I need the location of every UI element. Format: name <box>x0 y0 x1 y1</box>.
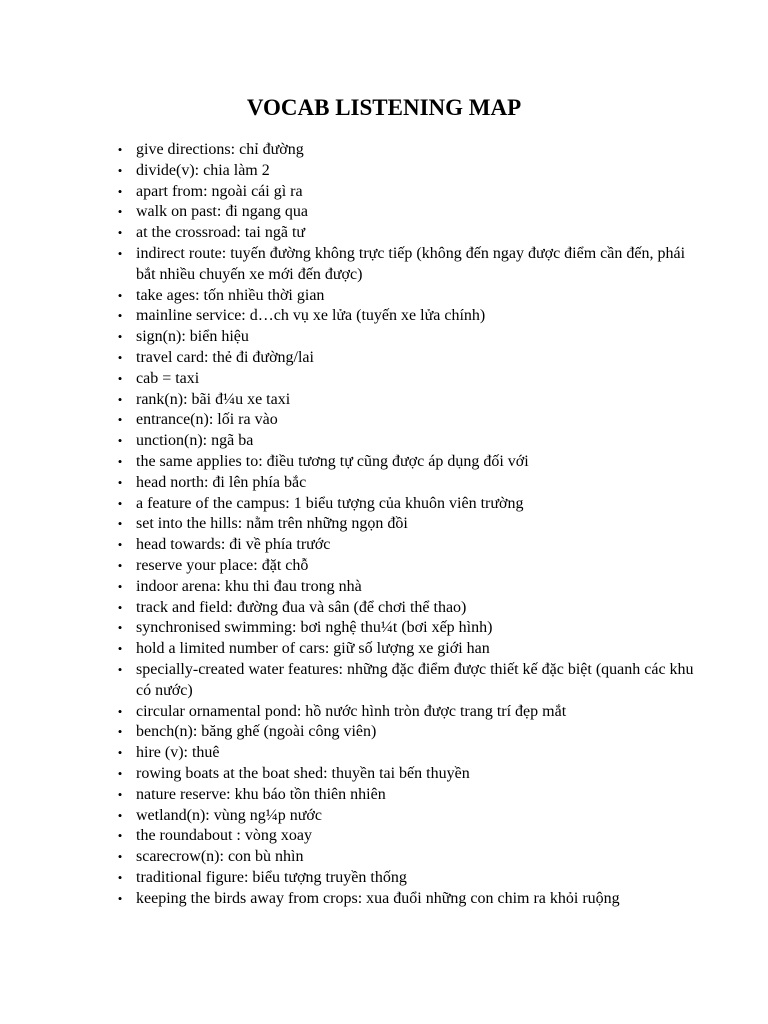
bullet-icon: • <box>117 890 123 906</box>
vocab-item-text: wetland(n): vùng ng¼p nước <box>136 806 322 824</box>
vocab-item-text: track and field: đường đua và sân (để chơi thể thao) <box>136 598 467 616</box>
vocab-item <box>117 660 696 702</box>
vocab-item <box>117 431 696 452</box>
bullet-icon: • <box>117 745 123 761</box>
bullet-icon: • <box>117 765 123 781</box>
vocab-item <box>117 182 696 203</box>
vocab-item-text: hold a limited number of cars: giữ số lượng xe giới han <box>136 640 490 658</box>
vocab-item-text: reserve your place: đặt chỗ <box>136 556 309 574</box>
bullet-icon: • <box>117 162 123 178</box>
bullet-icon: • <box>117 349 123 365</box>
vocab-item <box>117 535 696 556</box>
bullet-icon: • <box>117 599 123 615</box>
vocab-item-text: unction(n): ngã ba <box>136 432 254 450</box>
vocab-list <box>117 140 696 909</box>
vocab-item-text: apart from: ngoài cái gì ra <box>136 182 303 200</box>
bullet-icon: • <box>117 495 123 511</box>
vocab-item-text: walk on past: đi ngang qua <box>136 203 308 221</box>
vocab-item-text: indirect route: tuyến đường không trực tiếp (không đến ngay được điểm cần đến, phái bắt nhiều chuyến xe mới đến được) <box>136 244 686 283</box>
vocab-item <box>117 826 696 847</box>
vocab-item-text: mainline service: d…ch vụ xe lửa (tuyến xe lửa chính) <box>136 307 486 325</box>
vocab-item-text: specially-created water features: những đặc điểm được thiết kế đặc biệt (quanh các khu có nước) <box>136 660 694 699</box>
bullet-icon: • <box>117 516 123 532</box>
bullet-icon: • <box>117 724 123 740</box>
vocab-item <box>117 722 696 743</box>
vocab-item-text: sign(n): biển hiệu <box>136 328 249 346</box>
bullet-icon: • <box>117 807 123 823</box>
bullet-icon: • <box>117 308 123 324</box>
vocab-item-text: set into the hills: nằm trên những ngọn đồi <box>136 515 408 533</box>
bullet-icon: • <box>117 641 123 657</box>
vocab-item <box>117 410 696 431</box>
vocab-item <box>117 764 696 785</box>
bullet-icon: • <box>117 828 123 844</box>
bullet-icon: • <box>117 869 123 885</box>
bullet-icon: • <box>117 474 123 490</box>
bullet-icon: • <box>117 453 123 469</box>
vocab-item <box>117 348 696 369</box>
vocab-item <box>117 702 696 723</box>
vocab-item <box>117 847 696 868</box>
vocab-item-text: head towards: đi về phía trước <box>136 536 331 554</box>
vocab-item <box>117 327 696 348</box>
vocab-item-text: head north: đi lên phía bắc <box>136 473 307 491</box>
vocab-item <box>117 806 696 827</box>
vocab-item-text: rank(n): bãi đ¼u xe taxi <box>136 390 291 408</box>
bullet-icon: • <box>117 287 123 303</box>
bullet-icon: • <box>117 391 123 407</box>
page-title: VOCAB LISTENING MAP <box>246 95 522 120</box>
bullet-icon: • <box>117 245 123 261</box>
vocab-item <box>117 494 696 515</box>
vocab-item <box>117 223 696 244</box>
vocab-item-text: rowing boats at the boat shed: thuyền tai bến thuyền <box>136 764 470 782</box>
bullet-icon: • <box>117 183 123 199</box>
bullet-icon: • <box>117 142 123 157</box>
bullet-icon: • <box>117 557 123 573</box>
bullet-icon: • <box>117 849 123 865</box>
vocab-item <box>117 390 696 411</box>
vocab-item <box>117 452 696 473</box>
vocab-item-text: nature reserve: khu báo tồn thiên nhiên <box>136 785 386 803</box>
vocab-item <box>117 140 696 161</box>
bullet-icon: • <box>117 703 123 719</box>
bullet-icon: • <box>117 225 123 241</box>
vocab-item <box>117 743 696 764</box>
vocab-item-text: a feature of the campus: 1 biểu tượng của khuôn viên trường <box>136 494 524 512</box>
vocab-item-text: at the crossroad: tai ngã tư <box>136 224 306 242</box>
vocab-item <box>117 785 696 806</box>
vocab-item <box>117 202 696 223</box>
bullet-icon: • <box>117 204 123 220</box>
vocab-item <box>117 889 696 910</box>
vocab-item-text: entrance(n): lối ra vào <box>136 411 278 429</box>
vocab-item-text: bench(n): băng ghế (ngoài công viên) <box>136 723 377 741</box>
vocab-item-text: cab = taxi <box>136 369 200 387</box>
bullet-icon: • <box>117 433 123 449</box>
vocab-item-text: circular ornamental pond: hồ nước hình tròn được trang trí đẹp mắt <box>136 702 567 720</box>
vocab-item <box>117 618 696 639</box>
vocab-item-text: synchronised swimming: bơi nghệ thu¼t (bơi xếp hình) <box>136 619 493 637</box>
vocab-item-text: hire (v): thuê <box>136 744 220 762</box>
vocab-item-text: scarecrow(n): con bù nhìn <box>136 848 304 866</box>
vocab-item <box>117 286 696 307</box>
vocab-item <box>117 868 696 889</box>
bullet-icon: • <box>117 578 123 594</box>
bullet-icon: • <box>117 661 123 677</box>
vocab-item-text: give directions: chỉ đường <box>136 141 304 158</box>
vocab-item-text: indoor arena: khu thi đau trong nhà <box>136 577 362 595</box>
vocab-item-text: traditional figure: biểu tượng truyền thống <box>136 868 407 886</box>
bullet-icon: • <box>117 537 123 553</box>
vocab-item <box>117 161 696 182</box>
vocab-item <box>117 514 696 535</box>
vocab-item <box>117 556 696 577</box>
vocab-item-text: the same applies to: điều tương tự cũng được áp dụng đối với <box>136 452 529 470</box>
vocab-item <box>117 577 696 598</box>
vocab-item-text: travel card: thẻ đi đường/lai <box>136 348 314 366</box>
vocab-item <box>117 244 696 286</box>
vocab-item-text: keeping the birds away from crops: xua đuổi những con chim ra khỏi ruộng <box>136 889 620 907</box>
vocab-item <box>117 306 696 327</box>
vocab-item-text: the roundabout : vòng xoay <box>136 827 312 845</box>
bullet-icon: • <box>117 620 123 636</box>
bullet-icon: • <box>117 329 123 345</box>
vocab-item-text: take ages: tốn nhiều thời gian <box>136 286 325 304</box>
bullet-icon: • <box>117 786 123 802</box>
vocab-item <box>117 598 696 619</box>
bullet-icon: • <box>117 412 123 428</box>
vocab-item <box>117 639 696 660</box>
vocab-item <box>117 473 696 494</box>
vocab-item <box>117 369 696 390</box>
bullet-icon: • <box>117 370 123 386</box>
vocab-item-text: divide(v): chia làm 2 <box>136 161 270 179</box>
